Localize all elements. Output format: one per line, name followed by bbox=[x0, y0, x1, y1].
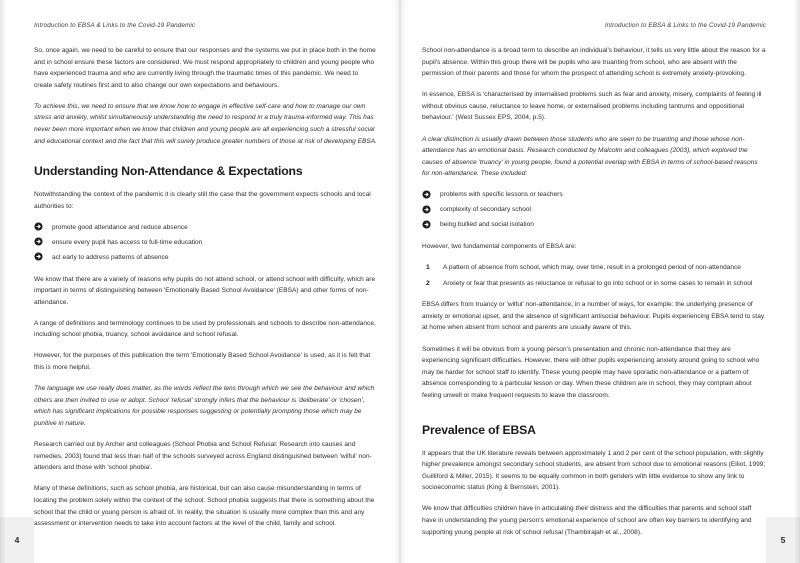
paragraph: Notwithstanding the context of the pandemic it is clearly still the case that the government expects schools and local authorities to: bbox=[34, 191, 371, 210]
list-item-label: complexity of secondary school bbox=[440, 206, 531, 214]
paragraph: EBSA differs from truancy or 'wilful' non-attendance, in a number of ways, for example: the underlying presence of anxiety or emotional upset, and the absence of significant antisocial behaviour. Pupils experiencing EBSA tend to stay at home when absent from school and parents are usually aware of this. bbox=[422, 301, 765, 332]
list-item-label: act early to address patterns of absence bbox=[52, 253, 169, 261]
paragraph-emphasis: The language we use really does matter, as the words reflect the lens through which we see the behaviour and which others are then invited to use or adopt. School 'refusal' strongly infers that the behaviour is 'deliberate' or 'chosen', which has significant implications for possible responses suggesting or potentially prompting those which may be punitive in nature. bbox=[34, 385, 375, 427]
list-item-label: A pattern of absence from school, which may, over time, result in a prolonged period of non-attendance bbox=[443, 264, 741, 272]
paragraph: Many of these definitions, such as school phobia, are historical, but can also cause misunderstanding in terms of locating the problem solely within the context of the school. School phobia suggests that there is something about the school that the child or young person is afraid of. In reality, the situation is usually more complex than this and any assessment or intervention needs to take into account factors at the level of the child, family and school. bbox=[34, 485, 375, 528]
paragraph: A range of definitions and terminology continues to be used by professionals and schools to describe non-attendance, including school phobia, truancy, school avoidance and school refusal. bbox=[34, 319, 376, 339]
list-item bbox=[34, 252, 378, 264]
list-item bbox=[422, 262, 766, 274]
paragraph: It appears that the UK literature reveals between approximately 1 and 2 per cent of the school population, with slightly higher prevalence amongst secondary school students, are absent from school due to emotional reasons (Elliot, 1999; Guilliford & Miller, 2015). It seems to be equally common in both genders with little evidence to show any link to socioeconomic status (King & Bernstein, 2001). bbox=[422, 449, 766, 492]
book-gutter bbox=[399, 0, 401, 563]
page-number-left: 4 bbox=[0, 517, 34, 563]
paragraph: In essence, EBSA is 'characterised by internalised problems such as fear and anxiety, misery, complaints of feeling ill without obvious cause, reluctance to leave home, or externalised problems including tantrums and oppositional behaviour.' (West Sussex EPS, 2004, p.5). bbox=[422, 91, 762, 122]
arrow-circle-right-icon bbox=[422, 220, 431, 229]
paragraph: To achieve this, we need to ensure that we know how to engage in effective self-care and how to manage our own stress and anxiety, whilst simultaneously understanding the need to respond in a truly trauma-informed way. This has never been more important when we know that children and young people are all experiencing such a stressful social and educational context and the fact that this will surely produce greater numbers of those at risk of developing EBSA. bbox=[34, 102, 377, 145]
list-item bbox=[34, 222, 378, 234]
arrow-circle-right-icon bbox=[422, 205, 431, 214]
list-item-number: 2 bbox=[426, 280, 430, 288]
spread-right-edge-shadow bbox=[794, 0, 800, 563]
list-item bbox=[422, 278, 766, 290]
paragraph: School non-attendance is a broad term to describe an individual's behaviour, it tells us very little about the reason for a pupil's absence. Within this group there will be pupils who are truanting from school, who are absent with the permission of their parents and those for whom the prospect of attending school is extremely anxiety-provoking. bbox=[422, 47, 766, 78]
list-item-label: being bullied and social isolation bbox=[440, 221, 534, 229]
list-item-label: ensure every pupil has access to full-time education bbox=[52, 238, 203, 246]
arrow-circle-right-icon bbox=[422, 190, 431, 199]
spread-left-edge-shadow bbox=[0, 0, 6, 563]
page-heading-understanding-non-attendance: Understanding Non-Attendance & Expectations bbox=[34, 164, 303, 179]
paragraph: However, two fundamental components of EBSA are: bbox=[422, 243, 577, 250]
paragraph: Sometimes it will be obvious from a young person's presentation and chronic non-attendance that they are experiencing significant difficulties. However, there will other pupils experiencing anxiety around going to school who may be harder for school staff to identify. These young people may have sporadic non-attendance or a pattern of absence corresponding to a particular lesson or day. When these children are in school, they may complain about feeling unwell or make frequent requests to leave the classroom. bbox=[422, 345, 760, 399]
arrow-circle-right-icon bbox=[34, 237, 43, 246]
arrow-bullet-list-expectations bbox=[34, 222, 378, 264]
arrow-bullet-list-absence-reasons bbox=[422, 189, 766, 231]
paragraph-emphasis: A clear distinction is usually drawn between those students who are seen to be truanting and those whose non-attendance has an emotional basis. Research conducted by Malcolm and colleagues (2003), which explored the causes of absence 'truancy' in young people, found a potential overlap with EBSA in terms of school-based reasons for non-attendance. These included: bbox=[422, 135, 758, 178]
list-item bbox=[422, 219, 766, 231]
list-item-label: problems with specific lessons or teachers bbox=[440, 191, 563, 199]
list-item bbox=[34, 237, 378, 249]
numbered-list-ebsa-components bbox=[422, 262, 766, 290]
page-heading-prevalence-of-ebsa: Prevalence of EBSA bbox=[422, 422, 536, 437]
list-item-label: Anxiety or fear that presents as reluctance or refusal to go into school or in some cases to remain in school bbox=[443, 280, 753, 288]
paragraph: We know that difficulties children have in articulating their distress and the difficulties that parents and school staff have in understanding the young person's emotional experience of school are often key barriers to identifying and supporting young people at risk of school refusal (Thambirajah et al., 2008). bbox=[422, 505, 752, 536]
arrow-circle-right-icon bbox=[34, 252, 43, 261]
page-number-right: 5 bbox=[766, 517, 800, 563]
paragraph: So, once again, we need to be careful to ensure that our responses and the systems we put in place both in the home and in school ensure these factors are considered. We must respond appropriately to children and young people who have experienced trauma and who are currently living through the traumatic times of this pandemic. We need to create safety routines first and to also change our own expectations and behaviours. bbox=[34, 47, 376, 89]
paragraph: However, for the purposes of this publication the term 'Emotionally Based School Avoidance' is used, as it is felt that this is more helpful. bbox=[34, 352, 371, 372]
list-item-label: promote good attendance and reduce absence bbox=[52, 223, 188, 231]
paragraph: We know that there are a variety of reasons why pupils do not attend school, or attend school with difficulty, which are important in terms of distinguishing between 'Emotionally Based School Avoidance' (EBSA) and other forms of non-attendance. bbox=[34, 275, 376, 306]
page-right bbox=[400, 0, 800, 563]
list-item bbox=[422, 204, 766, 216]
list-item bbox=[422, 189, 766, 201]
running-head-left: Introduction to EBSA & Links to the Covid-19 Pandemic bbox=[34, 22, 196, 29]
running-head-right: Introduction to EBSA & Links to the Covid-19 Pandemic bbox=[604, 22, 766, 29]
paragraph: Research carried out by Archer and colleagues (School Phobia and School Refusal: Research into causes and remedies, 2003) found that less than half of the schools surveyed across England distinguished between 'wilful' non-attenders and those with 'school phobia'. bbox=[34, 441, 372, 472]
arrow-circle-right-icon bbox=[34, 222, 43, 231]
list-item-number: 1 bbox=[426, 264, 430, 272]
